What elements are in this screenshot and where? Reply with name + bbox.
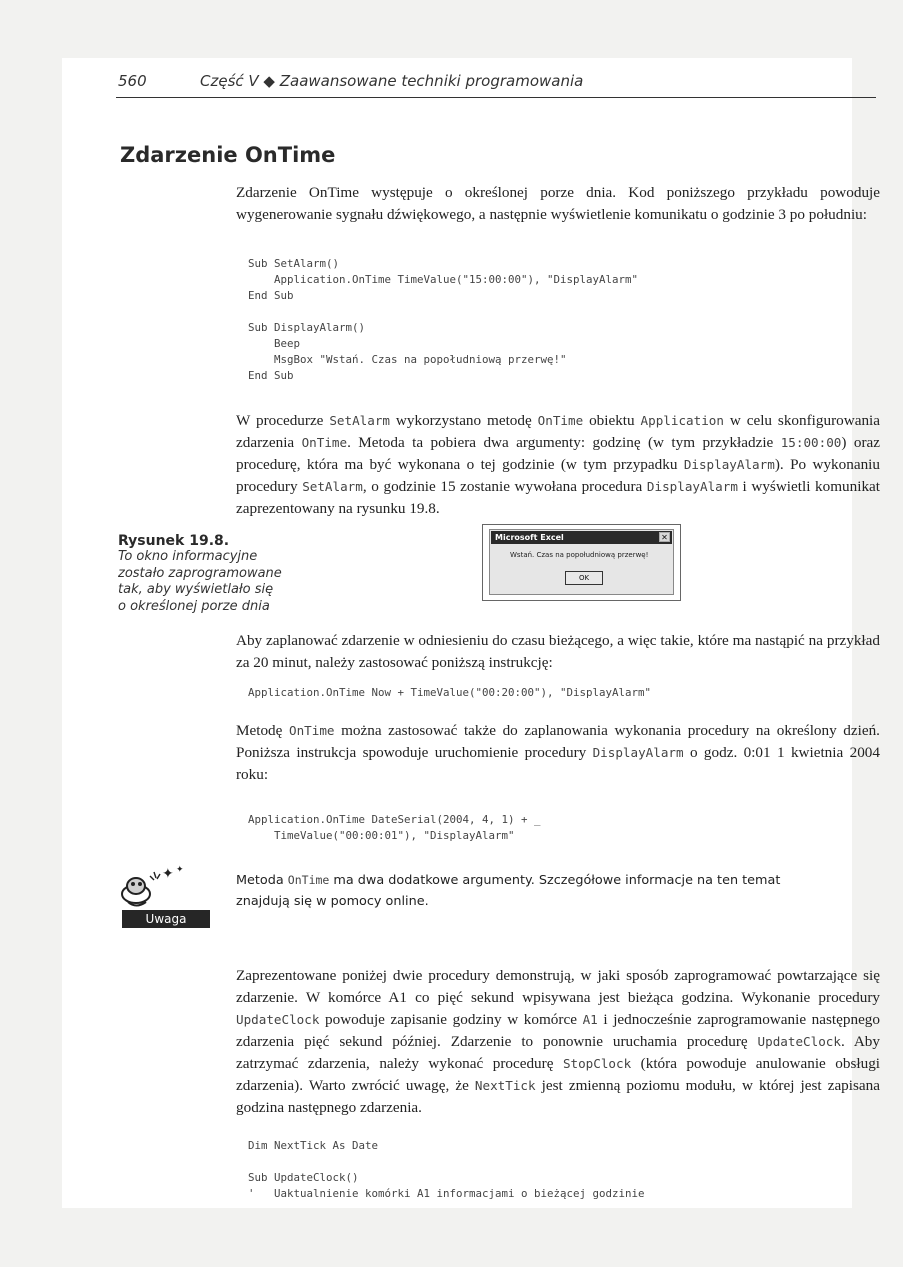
header-rule: [116, 97, 876, 98]
paragraph-setalarm-explanation: [236, 410, 880, 520]
text-run: , o godzinie 15 zostanie wywołana procedura: [362, 478, 647, 495]
inline-code: DisplayAlarm: [683, 457, 775, 472]
svg-text:✦: ✦: [162, 866, 174, 882]
text-run: i jednocześnie zaprogramowanie następnego zdarzenia pięć sekund później. Zdarzenie to ponownie uruchamia procedurę: [236, 1011, 880, 1050]
text-run: obiektu: [583, 412, 641, 429]
text-run: Metoda: [236, 873, 288, 888]
text-run: ). Po wykonaniu procedury: [236, 456, 880, 495]
note-badge: Uwaga: [122, 910, 210, 928]
inline-code: OnTime: [289, 723, 335, 738]
ok-button[interactable]: OK: [565, 571, 603, 585]
text-run: . Metoda ta pobiera dwa argumenty: godzinę (w tym przykładzie: [347, 434, 781, 451]
page-number: 560: [118, 72, 147, 90]
inline-code: OnTime: [287, 873, 330, 887]
message-box-dialog: [489, 529, 674, 595]
paragraph-repeating-event: [236, 965, 880, 1119]
text-run: powoduje zapisanie godziny w komórce: [319, 1011, 583, 1028]
figure-number: Rysunek 19.8.: [118, 533, 230, 549]
figure-screenshot-frame: [482, 524, 681, 601]
text-run: (która powoduje anulowanie obsługi zdarzenia). Warto zwrócić uwagę, że: [236, 1055, 881, 1094]
section-heading: Zdarzenie OnTime: [120, 143, 336, 167]
code-listing-setalarm: Sub SetAlarm() Application.OnTime TimeValue("15:00:00"), "DisplayAlarm" End Sub Sub DisplayAlarm() Beep MsgBox "Wstań. Czas na popołudniową przerwę!" End Sub: [248, 257, 639, 382]
inline-code: DisplayAlarm: [592, 745, 684, 760]
dialog-title: Microsoft Excel: [495, 533, 564, 542]
dialog-titlebar: [491, 531, 672, 544]
text-run: Metodę: [236, 722, 289, 739]
figure-label: [118, 533, 318, 615]
dialog-message: Wstań. Czas na popołudniową przerwę!: [510, 551, 649, 559]
running-header: Część V ◆ Zaawansowane techniki programowania: [200, 72, 584, 90]
text-run: ) oraz procedurę, która ma być wykonana o tej godzinie (w tym przypadku: [236, 434, 880, 473]
inline-code: UpdateClock: [236, 1012, 320, 1027]
code-listing-updateclock: Dim NextTick As Date Sub UpdateClock() ' Uaktualnienie komórki A1 informacjami o bieżącej godzinie: [248, 1139, 645, 1200]
inline-code: 15:00:00: [780, 435, 842, 450]
note-icon: [116, 862, 210, 936]
figure-caption: To okno informacyjne zostało zaprogramowane tak, aby wyświetlało się o określonej porze dnia: [118, 549, 282, 614]
inline-code: SetAlarm: [329, 413, 391, 428]
text-run: W procedurze: [236, 412, 330, 429]
inline-code: OnTime: [537, 413, 584, 428]
text-run: Zaprezentowane poniżej dwie procedury demonstrują, w jaki sposób zaprogramować powtarzające się zdarzenie. W komórce A1 co pięć sekund wpisywana jest bieżąca godzina. Wykonanie procedury: [236, 967, 880, 1006]
note-illustration: [116, 862, 210, 912]
text-run: można zastosować także do zaplanowania wykonania procedury na określony dzień. Poniższa instrukcja spowoduje uruchomienie procedury: [236, 722, 880, 761]
note-text: [236, 870, 796, 912]
inline-code: DisplayAlarm: [646, 479, 738, 494]
paragraph-relative-time: Aby zaplanować zdarzenie w odniesieniu do czasu bieżącego, a więc takie, które ma nastąpić na przykład za 20 minut, należy zastosować poniższą instrukcję:: [236, 632, 880, 671]
text-run: o godz. 0:01 1 kwietnia 2004 roku:: [236, 744, 880, 783]
svg-text:✦: ✦: [176, 865, 184, 875]
text-run: w celu skonfigurowania zdarzenia: [236, 412, 880, 451]
inline-code: A1: [582, 1012, 598, 1027]
paragraph-specific-date: [236, 720, 880, 786]
text-run: jest zmienną poziomu modułu, w której jest zapisana godzina następnego zdarzenia.: [236, 1077, 880, 1116]
text-run: i wyświetli komunikat zaprezentowany na rysunku 19.8.: [236, 478, 880, 517]
inline-code: StopClock: [562, 1056, 632, 1071]
code-listing-relative: Application.OnTime Now + TimeValue("00:20:00"), "DisplayAlarm": [248, 686, 652, 699]
text-run: ma dwa dodatkowe argumenty. Szczegółowe informacje na ten temat znajdują się w pomocy online.: [236, 873, 781, 909]
inline-code: SetAlarm: [302, 479, 363, 494]
inline-code: Application: [640, 413, 724, 428]
inline-code: UpdateClock: [757, 1034, 841, 1049]
inline-code: NextTick: [474, 1078, 536, 1093]
intro-paragraph: Zdarzenie OnTime występuje o określonej porze dnia. Kod poniższego przykładu powoduje wygenerowanie sygnału dźwiękowego, a następnie wyświetlenie komunikatu o godzinie 3 po południu:: [236, 184, 880, 223]
close-button[interactable]: ✕: [659, 532, 670, 542]
text-run: . Aby zatrzymać zdarzenia, należy wykonać procedurę: [236, 1033, 880, 1072]
inline-code: OnTime: [301, 435, 348, 450]
code-listing-dateserial: Application.OnTime DateSerial(2004, 4, 1) + _ TimeValue("00:00:01"), "DisplayAlarm": [248, 813, 541, 842]
text-run: wykorzystano metodę: [390, 412, 538, 429]
